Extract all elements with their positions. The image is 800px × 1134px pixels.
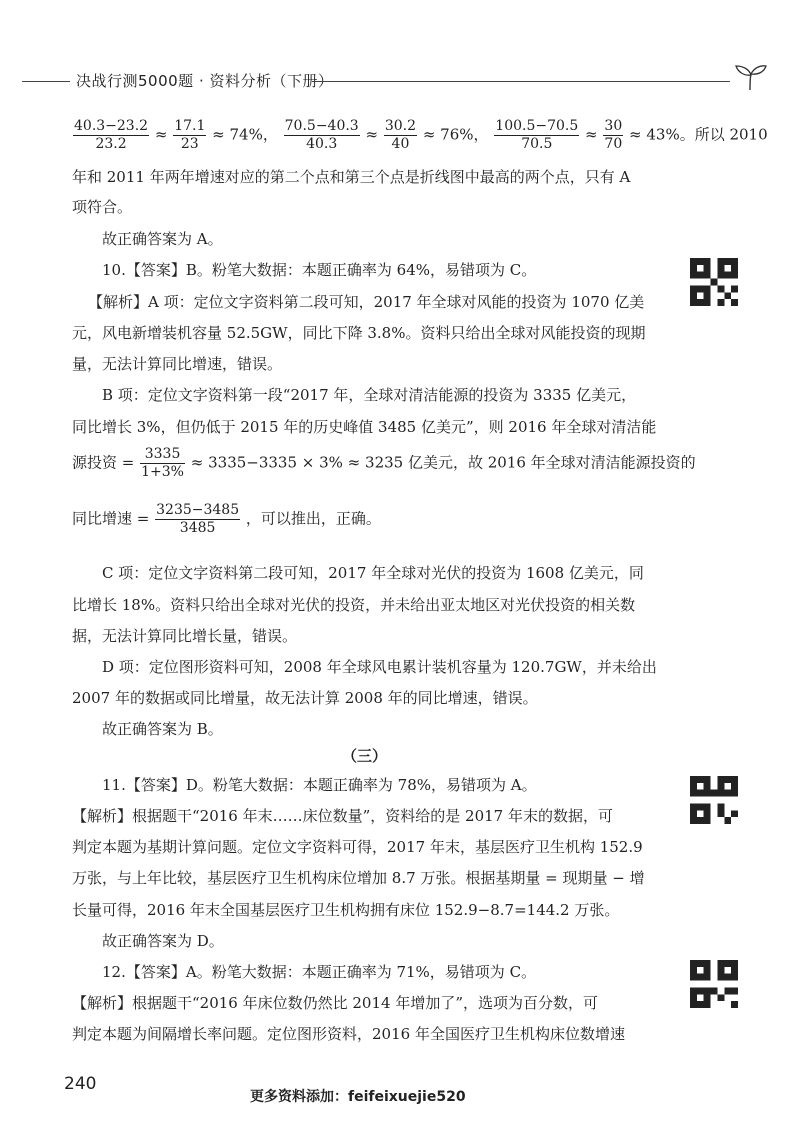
equation-line: 源投资 = $\frac{3335}{1+3\%}$ ≈ 3335−3335 × 3% ≈ 3235 亿美元，故 2016 年全球对清洁能源投资的 <box>72 446 696 480</box>
text-line: 年和 2011 年两年增速对应的第二个点和第三个点是折线图中最高的两个点，只有 A <box>72 168 631 186</box>
text-line: 长量可得，2016 年末全国基层医疗卫生机构拥有床位 152.9−8.7=144.2 万张。 <box>72 901 620 919</box>
section-heading: （三） <box>342 747 388 765</box>
text-line: D 项：定位图形资料可知，2008 年全球风电累计装机容量为 120.7GW，并未给出 <box>102 658 657 676</box>
fraction: $\frac{100.5-70.5}{70.5}$ <box>495 118 579 152</box>
fraction: $\frac{3335}{1+3\%}$ <box>141 446 184 480</box>
qr-code-icon <box>690 258 738 306</box>
footer-note: 更多资料添加：feifeixuejie520 <box>250 1089 466 1105</box>
answer-line: 12.【答案】A。粉笔大数据：本题正确率为 71%，易错项为 C。 <box>102 963 537 981</box>
text-line: 据，无法计算同比增长量，错误。 <box>72 627 298 645</box>
text-line: 【解析】根据题干“2016 年末……床位数量”，资料给的是 2017 年末的数据，可 <box>72 807 613 825</box>
text-line: 量，无法计算同比增速，错误。 <box>72 355 283 373</box>
text-line: B 项：定位文字资料第一段“2017 年，全球对清洁能源的投资为 3335 亿美元， <box>102 386 637 404</box>
answer-line: 10.【答案】B。粉笔大数据：本题正确率为 64%，易错项为 C。 <box>102 261 537 279</box>
text-line: 故正确答案为 A。 <box>102 230 223 248</box>
fraction: $\frac{30}{70}$ <box>604 118 623 152</box>
text-line: 故正确答案为 B。 <box>102 720 223 738</box>
text-line: 项符合。 <box>72 198 133 216</box>
text-line: 比增长 18%。资料只给出全球对光伏的投资，并未给出亚太地区对光伏投资的相关数 <box>72 596 636 614</box>
running-header <box>22 70 782 94</box>
text-line: 故正确答案为 D。 <box>102 932 224 950</box>
fraction: $\frac{30.2}{40}$ <box>384 118 417 152</box>
fraction: $\frac{17.1}{23}$ <box>174 118 206 152</box>
fraction: $\frac{70.5-40.3}{40.3}$ <box>284 118 359 152</box>
text-line: 【解析】A 项：定位文字资料第二段可知，2017 年全球对风能的投资为 1070 亿美 <box>88 293 645 311</box>
text-line: C 项：定位文字资料第二段可知，2017 年全球对光伏的投资为 1608 亿美元，同 <box>102 564 644 582</box>
text-line: 【解析】根据题干“2016 年床位数仍然比 2014 年增加了”，选项为百分数，可 <box>72 994 598 1012</box>
qr-code-icon <box>690 960 738 1008</box>
text-line: 2007 年的数据或同比增量，故无法计算 2008 年的同比增速，错误。 <box>72 689 538 707</box>
qr-code-icon <box>690 776 738 824</box>
text-line: 判定本题为间隔增长率问题。定位图形资料，2016 年全国医疗卫生机构床位数增速 <box>72 1025 625 1043</box>
header-rule-right <box>312 81 730 82</box>
page-number: 240 <box>64 1074 97 1094</box>
equation-line: 同比增速 = $\frac{3235-3485}{3485}$ ，可以推出，正确。 <box>72 502 381 536</box>
header-rule-left <box>22 81 70 82</box>
header-title: 决战行测5000题 · 资料分析（下册） <box>76 72 334 90</box>
fraction: $\frac{40.3-23.2}{23.2}$ <box>74 118 149 152</box>
fraction: $\frac{3235-3485}{3485}$ <box>156 502 240 536</box>
text-line: 同比增长 3%，但仍低于 2015 年的历史峰值 3485 亿美元”，则 2016 年全球对清洁能 <box>72 418 657 436</box>
sprout-icon <box>730 62 770 92</box>
equation-line: $\frac{40.3-23.2}{23.2}$ ≈ $\frac{17.1}{23}$ ≈ 74%， $\frac{70.5-40.3}{40.3}$ ≈ $\frac{30.2}{40}$ ≈ 76%， $\frac{100.5-70.5}{70.5}$ ≈ $\frac{30}{70}$ ≈ 43%。所以 2010 <box>74 118 768 152</box>
text-line: 万张，与上年比较，基层医疗卫生机构床位增加 8.7 万张。根据基期量 = 现期量 − 增 <box>72 869 645 887</box>
text-line: 判定本题为基期计算问题。定位文字资料可得，2017 年末，基层医疗卫生机构 152.9 <box>72 838 643 856</box>
text-line: 元，风电新增装机容量 52.5GW，同比下降 3.8%。资料只给出全球对风能投资的现期 <box>72 324 646 342</box>
answer-line: 11.【答案】D。粉笔大数据：本题正确率为 78%，易错项为 A。 <box>102 776 537 794</box>
